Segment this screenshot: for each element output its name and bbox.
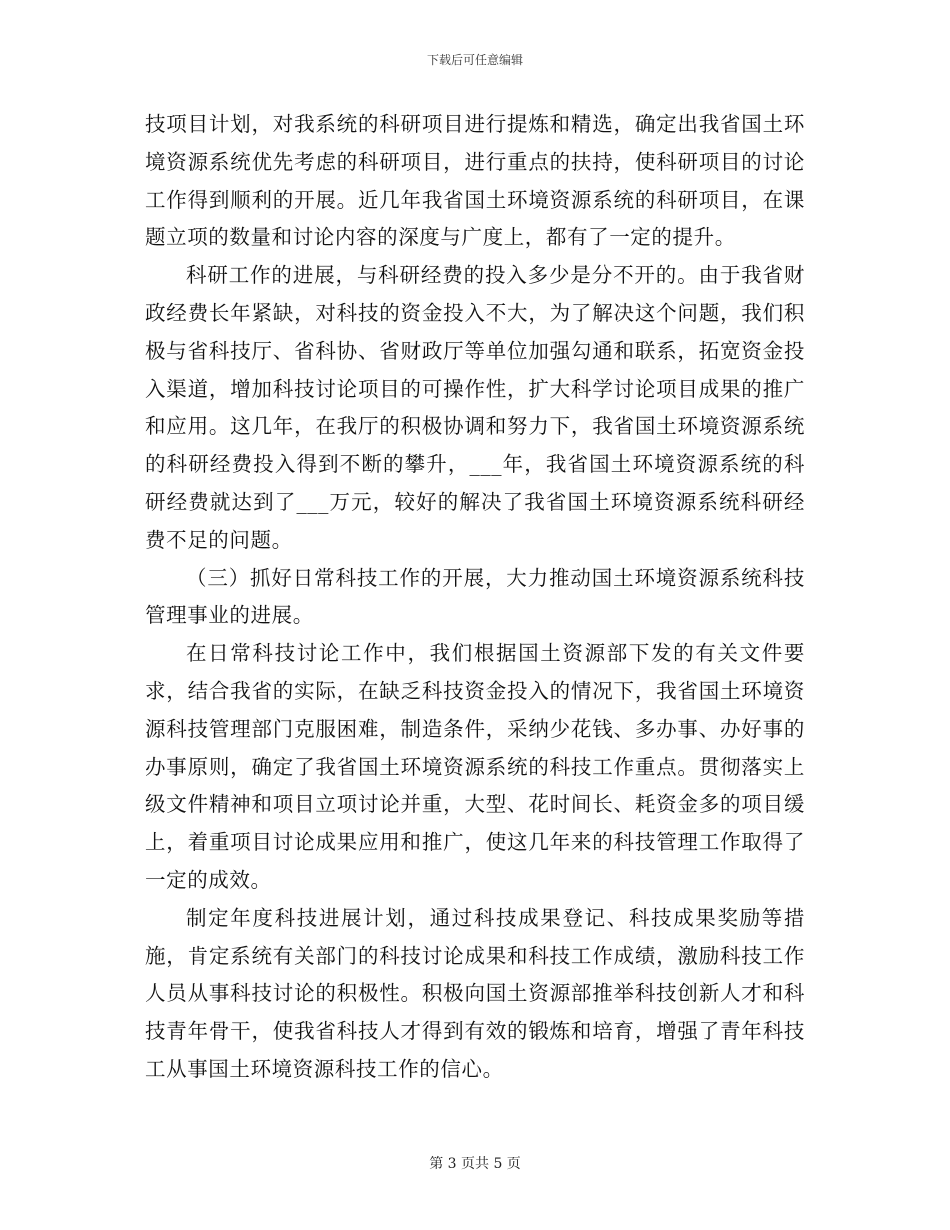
page-header: 下载后可任意编辑 [426,53,523,67]
section-heading-three: （三）抓好日常科技工作的开展，大力推动国土环境资源系统科技管理事业的进展。 [145,565,805,628]
paragraph-annual-plan: 制定年度科技进展计划，通过科技成果登记、科技成果奖励等措施，肯定系统有关部门的科技讨论成果和科技工作成绩，激励科技工作人员从事科技讨论的积极性。积极向国土资源部推举科技创新人才和科技青年骨干，使我省科技人才得到有效的锻炼和培育，增强了青年科技工从事国土环境资源科技工作的信心。 [145,905,805,1081]
paragraph-research-funding: 科研工作的进展，与科研经费的投入多少是分不开的。由于我省财政经费长年紧缺，对科技的资金投入不大，为了解决这个问题，我们积极与省科技厅、省科协、省财政厅等单位加强勾通和联系，拓宽资金投入渠道，增加科技讨论项目的可操作性，扩大科学讨论项目成果的推广和应用。这几年，在我厅的积极协调和努力下，我省国土环境资源系统的科研经费投入得到不断的攀升，___年，我省国土环境资源系统的科研经费就达到了___万元，较好的解决了我省国土环境资源系统科研经费不足的问题。 [145,263,805,552]
document-body [145,106,805,1089]
page-number: 第 3 页共 5 页 [429,1156,521,1172]
paragraph-continuation: 技项目计划，对我系统的科研项目进行提炼和精选，确定出我省国土环境资源系统优先考虑的科研项目，进行重点的扶持，使科研项目的讨论工作得到顺利的开展。近几年我省国土环境资源系统的科研项目，在课题立项的数量和讨论内容的深度与广度上，都有了一定的提升。 [145,112,805,250]
paragraph-daily-work: 在日常科技讨论工作中，我们根据国土资源部下发的有关文件要求，结合我省的实际，在缺乏科技资金投入的情况下，我省国土环境资源科技管理部门克服困难，制造条件，采纳少花钱、多办事、办好事的办事原则，确定了我省国土环境资源系统的科技工作重点。贯彻落实上级文件精神和项目立项讨论并重，大型、花时间长、耗资金多的项目缓上，着重项目讨论成果应用和推广，使这几年来的科技管理工作取得了一定的成效。 [145,641,805,892]
